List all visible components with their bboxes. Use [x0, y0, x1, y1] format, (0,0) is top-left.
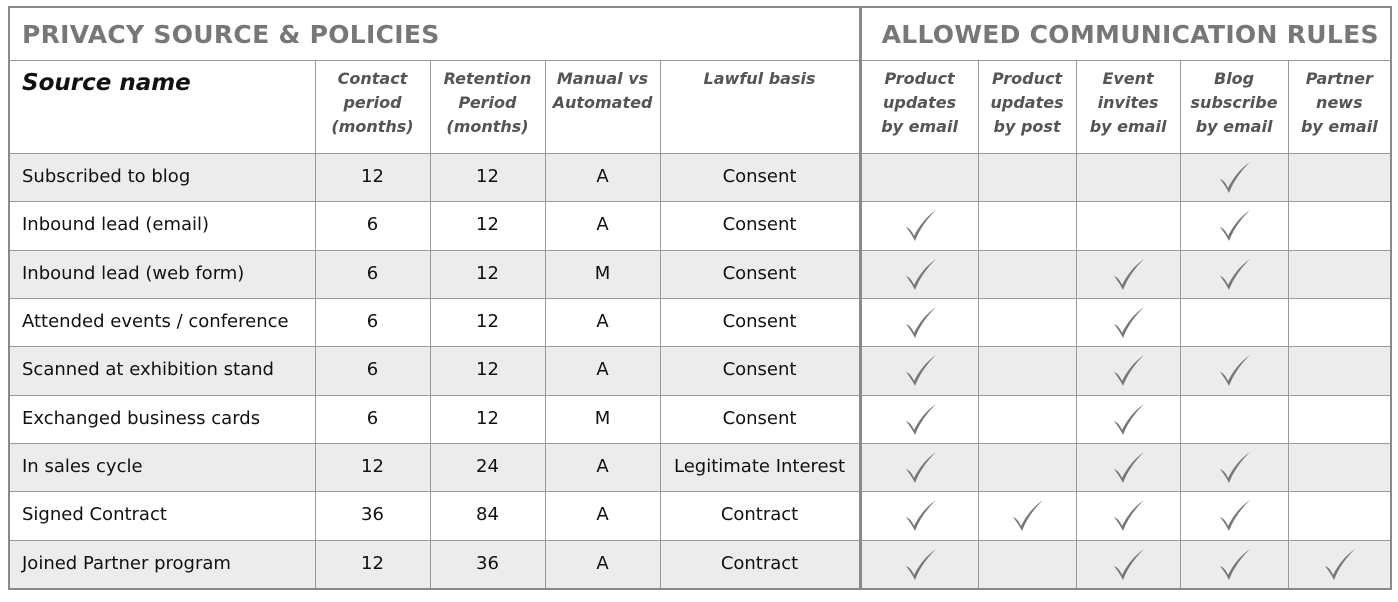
contact-period-cell: 6 — [315, 298, 430, 346]
checkmark-icon — [1214, 351, 1254, 389]
contact-period-cell: 6 — [315, 250, 430, 298]
contact-period-cell: 36 — [315, 492, 430, 540]
lawful-basis-cell: Contract — [660, 540, 860, 589]
header-line: Contact — [337, 69, 408, 88]
retention-period-cell: 12 — [430, 202, 545, 250]
header-line: Period — [458, 93, 517, 112]
partner-news-email-cell — [1288, 298, 1391, 346]
header-line: Manual vs — [556, 69, 649, 88]
product-updates-post-cell — [978, 347, 1076, 395]
checkmark-icon — [900, 545, 940, 583]
lawful-basis-cell: Consent — [660, 250, 860, 298]
privacy-policy-table — [8, 6, 1392, 590]
header-line: by email — [1195, 117, 1273, 136]
checkmark-icon — [1214, 206, 1254, 244]
product-updates-email-cell — [860, 347, 978, 395]
checkmark-icon — [900, 255, 940, 293]
contact-period-cell: 6 — [315, 395, 430, 443]
header-blog-subscribe-email — [1180, 61, 1288, 154]
event-invites-email-cell — [1076, 492, 1180, 540]
product-updates-post-cell — [978, 202, 1076, 250]
table-row — [9, 298, 1391, 346]
section-title-row — [9, 7, 1391, 61]
source-name-cell: Scanned at exhibition stand — [9, 347, 315, 395]
header-line: (months) — [446, 117, 529, 136]
manual-automated-cell: M — [545, 250, 660, 298]
header-line: Lawful basis — [703, 69, 816, 88]
retention-period-cell: 12 — [430, 298, 545, 346]
lawful-basis-cell: Consent — [660, 395, 860, 443]
contact-period-cell: 12 — [315, 443, 430, 491]
header-line: Product — [884, 69, 955, 88]
contact-period-cell: 12 — [315, 540, 430, 589]
header-line: period — [343, 93, 402, 112]
header-line: Partner — [1305, 69, 1373, 88]
blog-subscribe-email-cell — [1180, 443, 1288, 491]
manual-automated-cell: A — [545, 347, 660, 395]
event-invites-email-cell — [1076, 250, 1180, 298]
header-line: by email — [1089, 117, 1167, 136]
lawful-basis-cell: Consent — [660, 298, 860, 346]
checkmark-icon — [900, 206, 940, 244]
event-invites-email-cell — [1076, 347, 1180, 395]
product-updates-post-cell — [978, 443, 1076, 491]
header-line: updates — [883, 93, 957, 112]
source-name-cell: Attended events / conference — [9, 298, 315, 346]
partner-news-email-cell — [1288, 154, 1391, 202]
partner-news-email-cell — [1288, 540, 1391, 589]
table-row — [9, 202, 1391, 250]
column-header-row — [9, 61, 1391, 154]
blog-subscribe-email-cell — [1180, 395, 1288, 443]
lawful-basis-cell: Contract — [660, 492, 860, 540]
header-contact-period — [315, 61, 430, 154]
header-line: subscribe — [1190, 93, 1278, 112]
header-line: (months) — [331, 117, 414, 136]
product-updates-post-cell — [978, 395, 1076, 443]
source-name-cell: Inbound lead (web form) — [9, 250, 315, 298]
header-product-updates-post — [978, 61, 1076, 154]
blog-subscribe-email-cell — [1180, 250, 1288, 298]
event-invites-email-cell — [1076, 540, 1180, 589]
header-line: by email — [1300, 117, 1378, 136]
table-row — [9, 395, 1391, 443]
checkmark-icon — [1108, 545, 1148, 583]
privacy-policy-table-wrapper — [8, 6, 1390, 590]
header-line: Event — [1102, 69, 1154, 88]
blog-subscribe-email-cell — [1180, 347, 1288, 395]
product-updates-post-cell — [978, 298, 1076, 346]
event-invites-email-cell — [1076, 298, 1180, 346]
product-updates-post-cell — [978, 540, 1076, 589]
blog-subscribe-email-cell — [1180, 492, 1288, 540]
lawful-basis-cell: Consent — [660, 154, 860, 202]
checkmark-icon — [1214, 448, 1254, 486]
table-row — [9, 347, 1391, 395]
product-updates-email-cell — [860, 202, 978, 250]
checkmark-icon — [900, 496, 940, 534]
checkmark-icon — [900, 351, 940, 389]
lawful-basis-cell: Consent — [660, 202, 860, 250]
checkmark-icon — [1108, 448, 1148, 486]
product-updates-email-cell — [860, 395, 978, 443]
product-updates-email-cell — [860, 443, 978, 491]
blog-subscribe-email-cell — [1180, 298, 1288, 346]
checkmark-icon — [1214, 255, 1254, 293]
checkmark-icon — [1319, 545, 1359, 583]
manual-automated-cell: A — [545, 154, 660, 202]
partner-news-email-cell — [1288, 250, 1391, 298]
header-line: Retention — [443, 69, 532, 88]
blog-subscribe-email-cell — [1180, 540, 1288, 589]
source-name-cell: Exchanged business cards — [9, 395, 315, 443]
header-line: Product — [992, 69, 1063, 88]
retention-period-cell: 12 — [430, 250, 545, 298]
manual-automated-cell: A — [545, 492, 660, 540]
privacy-source-policies-title: PRIVACY SOURCE & POLICIES — [9, 7, 860, 61]
source-name-cell: Joined Partner program — [9, 540, 315, 589]
partner-news-email-cell — [1288, 492, 1391, 540]
allowed-communication-rules-title: ALLOWED COMMUNICATION RULES — [860, 7, 1391, 61]
source-name-cell: In sales cycle — [9, 443, 315, 491]
manual-automated-cell: A — [545, 202, 660, 250]
product-updates-post-cell — [978, 250, 1076, 298]
checkmark-icon — [1007, 496, 1047, 534]
checkmark-icon — [900, 303, 940, 341]
partner-news-email-cell — [1288, 202, 1391, 250]
contact-period-cell: 6 — [315, 347, 430, 395]
table-body — [9, 154, 1391, 590]
product-updates-email-cell — [860, 492, 978, 540]
checkmark-icon — [1108, 496, 1148, 534]
checkmark-icon — [900, 448, 940, 486]
table-row — [9, 492, 1391, 540]
product-updates-post-cell — [978, 154, 1076, 202]
lawful-basis-cell: Legitimate Interest — [660, 443, 860, 491]
checkmark-icon — [1108, 351, 1148, 389]
header-retention-period — [430, 61, 545, 154]
product-updates-email-cell — [860, 154, 978, 202]
table-row — [9, 250, 1391, 298]
checkmark-icon — [1108, 255, 1148, 293]
table-row — [9, 443, 1391, 491]
header-source-name-label: Source name — [22, 70, 191, 96]
retention-period-cell: 12 — [430, 395, 545, 443]
source-name-cell: Inbound lead (email) — [9, 202, 315, 250]
retention-period-cell: 12 — [430, 347, 545, 395]
partner-news-email-cell — [1288, 443, 1391, 491]
header-lawful-basis — [660, 61, 860, 154]
checkmark-icon — [900, 400, 940, 438]
table-row — [9, 154, 1391, 202]
header-product-updates-email — [860, 61, 978, 154]
product-updates-email-cell — [860, 250, 978, 298]
table-row — [9, 540, 1391, 589]
header-event-invites-email — [1076, 61, 1180, 154]
source-name-cell: Subscribed to blog — [9, 154, 315, 202]
blog-subscribe-email-cell — [1180, 202, 1288, 250]
header-line: by email — [881, 117, 958, 136]
event-invites-email-cell — [1076, 202, 1180, 250]
product-updates-email-cell — [860, 298, 978, 346]
header-line: by post — [993, 117, 1061, 136]
checkmark-icon — [1214, 545, 1254, 583]
partner-news-email-cell — [1288, 347, 1391, 395]
checkmark-icon — [1108, 303, 1148, 341]
event-invites-email-cell — [1076, 154, 1180, 202]
event-invites-email-cell — [1076, 443, 1180, 491]
product-updates-post-cell — [978, 492, 1076, 540]
header-line: invites — [1097, 93, 1159, 112]
header-partner-news-email — [1288, 61, 1391, 154]
source-name-cell: Signed Contract — [9, 492, 315, 540]
blog-subscribe-email-cell — [1180, 154, 1288, 202]
retention-period-cell: 24 — [430, 443, 545, 491]
partner-news-email-cell — [1288, 395, 1391, 443]
checkmark-icon — [1214, 158, 1254, 196]
header-line: updates — [990, 93, 1064, 112]
checkmark-icon — [1214, 496, 1254, 534]
header-source-name — [9, 61, 315, 154]
lawful-basis-cell: Consent — [660, 347, 860, 395]
manual-automated-cell: A — [545, 443, 660, 491]
retention-period-cell: 36 — [430, 540, 545, 589]
header-line: Automated — [552, 93, 653, 112]
header-manual-vs-automated — [545, 61, 660, 154]
retention-period-cell: 84 — [430, 492, 545, 540]
event-invites-email-cell — [1076, 395, 1180, 443]
retention-period-cell: 12 — [430, 154, 545, 202]
product-updates-email-cell — [860, 540, 978, 589]
contact-period-cell: 6 — [315, 202, 430, 250]
header-line: news — [1316, 93, 1363, 112]
contact-period-cell: 12 — [315, 154, 430, 202]
checkmark-icon — [1108, 400, 1148, 438]
manual-automated-cell: A — [545, 540, 660, 589]
header-line: Blog — [1214, 69, 1255, 88]
manual-automated-cell: M — [545, 395, 660, 443]
manual-automated-cell: A — [545, 298, 660, 346]
